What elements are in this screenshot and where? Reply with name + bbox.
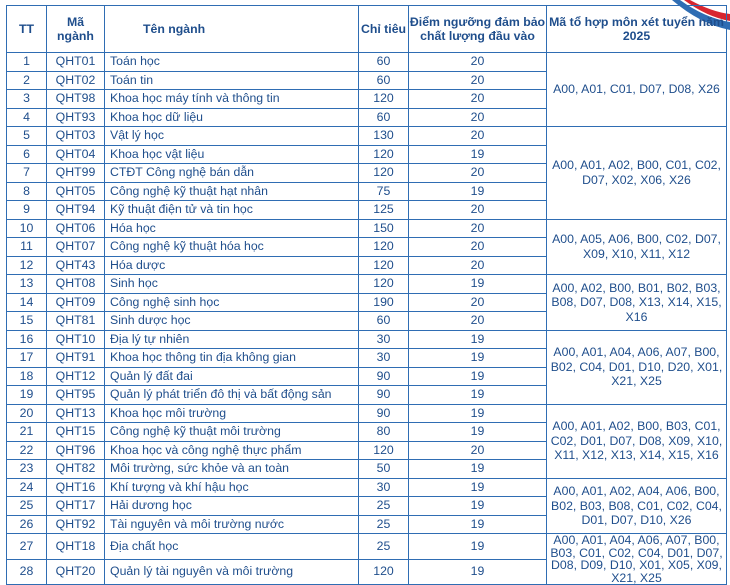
cell-tt: 17 <box>7 349 47 368</box>
cell-ma-nganh: QHT10 <box>47 330 105 349</box>
header-ten-nganh: Tên ngành <box>105 6 359 53</box>
table-row <box>7 534 727 560</box>
cell-tt: 23 <box>7 460 47 479</box>
table-body <box>7 53 727 585</box>
cell-chi-tieu: 120 <box>359 145 409 164</box>
cell-ma-nganh: QHT99 <box>47 164 105 183</box>
cell-ma-nganh: QHT07 <box>47 238 105 257</box>
cell-tt: 10 <box>7 219 47 238</box>
cell-ma-nganh: QHT82 <box>47 460 105 479</box>
cell-chi-tieu: 60 <box>359 53 409 72</box>
cell-chi-tieu: 120 <box>359 164 409 183</box>
cell-diem-nguong: 19 <box>409 515 547 534</box>
cell-ma-nganh: QHT04 <box>47 145 105 164</box>
cell-chi-tieu: 60 <box>359 312 409 331</box>
cell-tt: 4 <box>7 108 47 127</box>
cell-tt: 26 <box>7 515 47 534</box>
cell-ten-nganh: Kỹ thuật điện tử và tin học <box>105 201 359 220</box>
cell-ma-nganh: QHT93 <box>47 108 105 127</box>
table-row <box>7 219 727 238</box>
cell-diem-nguong: 19 <box>409 275 547 294</box>
cell-ten-nganh: Hóa dược <box>105 256 359 275</box>
cell-tt: 2 <box>7 71 47 90</box>
cell-ten-nganh: Địa lý tự nhiên <box>105 330 359 349</box>
cell-chi-tieu: 30 <box>359 349 409 368</box>
cell-diem-nguong: 19 <box>409 330 547 349</box>
admission-table <box>6 5 727 585</box>
header-chi-tieu: Chỉ tiêu <box>359 6 409 53</box>
cell-combo-group: A00, A01, A04, A06, A07, B00, B02, C04, D01, D10, D20, X01, X21, X25 <box>547 330 727 404</box>
header-ma-nganh: Mã ngành <box>47 6 105 53</box>
cell-ten-nganh: Khoa học máy tính và thông tin <box>105 90 359 109</box>
cell-combo-group: A00, A01, A02, B00, B03, C01, C02, D01, D07, D08, X09, X10, X11, X12, X13, X14, X15, X16 <box>547 404 727 478</box>
cell-ten-nganh: Hóa học <box>105 219 359 238</box>
cell-tt: 19 <box>7 386 47 405</box>
cell-diem-nguong: 19 <box>409 386 547 405</box>
cell-ten-nganh: Môi trường, sức khỏe và an toàn <box>105 460 359 479</box>
cell-ten-nganh: Tài nguyên và môi trường nước <box>105 515 359 534</box>
cell-tt: 7 <box>7 164 47 183</box>
cell-diem-nguong: 19 <box>409 534 547 560</box>
cell-tt: 16 <box>7 330 47 349</box>
cell-tt: 8 <box>7 182 47 201</box>
cell-chi-tieu: 75 <box>359 182 409 201</box>
cell-tt: 25 <box>7 497 47 516</box>
cell-diem-nguong: 20 <box>409 219 547 238</box>
cell-chi-tieu: 25 <box>359 515 409 534</box>
cell-chi-tieu: 60 <box>359 71 409 90</box>
cell-combo-group: A00, A01, A02, B00, C01, C02, D07, X02, X06, X26 <box>547 127 727 220</box>
cell-ma-nganh: QHT96 <box>47 441 105 460</box>
cell-ten-nganh: Vật lý học <box>105 127 359 146</box>
cell-chi-tieu: 60 <box>359 108 409 127</box>
cell-chi-tieu: 30 <box>359 478 409 497</box>
cell-ma-nganh: QHT08 <box>47 275 105 294</box>
cell-tt: 21 <box>7 423 47 442</box>
table-row <box>7 53 727 72</box>
cell-tt: 27 <box>7 534 47 560</box>
cell-tt: 12 <box>7 256 47 275</box>
cell-diem-nguong: 19 <box>409 145 547 164</box>
cell-ten-nganh: Khoa học thông tin địa không gian <box>105 349 359 368</box>
cell-chi-tieu: 30 <box>359 330 409 349</box>
header-diem-nguong: Điểm ngưỡng đảm bảo chất lượng đầu vào <box>409 6 547 53</box>
cell-chi-tieu: 120 <box>359 559 409 585</box>
cell-ten-nganh: Hải dương học <box>105 497 359 516</box>
cell-diem-nguong: 19 <box>409 367 547 386</box>
cell-ma-nganh: QHT98 <box>47 90 105 109</box>
cell-ten-nganh: Công nghệ kỹ thuật hóa học <box>105 238 359 257</box>
cell-diem-nguong: 19 <box>409 423 547 442</box>
cell-chi-tieu: 120 <box>359 90 409 109</box>
cell-diem-nguong: 19 <box>409 478 547 497</box>
cell-ten-nganh: Sinh học <box>105 275 359 294</box>
cell-chi-tieu: 90 <box>359 386 409 405</box>
cell-tt: 28 <box>7 559 47 585</box>
cell-ma-nganh: QHT20 <box>47 559 105 585</box>
cell-combo-group: A00, A02, B00, B01, B02, B03, B08, D07, D08, X13, X14, X15, X16 <box>547 275 727 331</box>
cell-tt: 14 <box>7 293 47 312</box>
cell-ma-nganh: QHT03 <box>47 127 105 146</box>
cell-ma-nganh: QHT16 <box>47 478 105 497</box>
cell-tt: 20 <box>7 404 47 423</box>
cell-ma-nganh: QHT09 <box>47 293 105 312</box>
cell-ten-nganh: Khoa học và công nghệ thực phẩm <box>105 441 359 460</box>
cell-ma-nganh: QHT02 <box>47 71 105 90</box>
cell-chi-tieu: 150 <box>359 219 409 238</box>
cell-combo-group: A00, A05, A06, B00, C02, D07, X09, X10, X11, X12 <box>547 219 727 275</box>
cell-diem-nguong: 20 <box>409 108 547 127</box>
cell-diem-nguong: 20 <box>409 53 547 72</box>
cell-ma-nganh: QHT92 <box>47 515 105 534</box>
cell-combo-group: A00, A01, A04, A06, A07, B00, B03, C01, C02, C04, D01, D07, D08, D09, D10, X01, X05, X09, X21, X25 <box>547 534 727 585</box>
cell-ten-nganh: Công nghệ sinh học <box>105 293 359 312</box>
cell-chi-tieu: 120 <box>359 275 409 294</box>
cell-ten-nganh: Toán học <box>105 53 359 72</box>
cell-tt: 6 <box>7 145 47 164</box>
cell-tt: 11 <box>7 238 47 257</box>
cell-diem-nguong: 19 <box>409 559 547 585</box>
cell-ma-nganh: QHT81 <box>47 312 105 331</box>
cell-tt: 18 <box>7 367 47 386</box>
cell-chi-tieu: 120 <box>359 238 409 257</box>
cell-diem-nguong: 20 <box>409 201 547 220</box>
cell-chi-tieu: 25 <box>359 534 409 560</box>
cell-diem-nguong: 20 <box>409 71 547 90</box>
cell-ma-nganh: QHT01 <box>47 53 105 72</box>
table-row <box>7 330 727 349</box>
cell-ten-nganh: Khoa học dữ liệu <box>105 108 359 127</box>
header-tt: TT <box>7 6 47 53</box>
cell-ten-nganh: Địa chất học <box>105 534 359 560</box>
cell-chi-tieu: 120 <box>359 441 409 460</box>
cell-tt: 3 <box>7 90 47 109</box>
cell-tt: 9 <box>7 201 47 220</box>
cell-chi-tieu: 90 <box>359 404 409 423</box>
table-row <box>7 404 727 423</box>
cell-chi-tieu: 80 <box>359 423 409 442</box>
cell-combo-group: A00, A01, C01, D07, D08, X26 <box>547 53 727 127</box>
cell-diem-nguong: 20 <box>409 256 547 275</box>
cell-chi-tieu: 50 <box>359 460 409 479</box>
cell-diem-nguong: 20 <box>409 90 547 109</box>
cell-chi-tieu: 125 <box>359 201 409 220</box>
cell-tt: 1 <box>7 53 47 72</box>
cell-ten-nganh: Quản lý phát triển đô thị và bất động sản <box>105 386 359 405</box>
cell-chi-tieu: 90 <box>359 367 409 386</box>
cell-diem-nguong: 20 <box>409 312 547 331</box>
cell-chi-tieu: 190 <box>359 293 409 312</box>
cell-ten-nganh: Quản lý tài nguyên và môi trường <box>105 559 359 585</box>
cell-tt: 22 <box>7 441 47 460</box>
cell-chi-tieu: 130 <box>359 127 409 146</box>
cell-ten-nganh: Khoa học môi trường <box>105 404 359 423</box>
cell-diem-nguong: 19 <box>409 404 547 423</box>
cell-ten-nganh: Sinh dược học <box>105 312 359 331</box>
cell-ten-nganh: Công nghệ kỹ thuật hạt nhân <box>105 182 359 201</box>
header-to-hop: Mã tổ hợp môn xét tuyển năm 2025 <box>547 6 727 53</box>
cell-diem-nguong: 20 <box>409 441 547 460</box>
cell-ma-nganh: QHT05 <box>47 182 105 201</box>
cell-diem-nguong: 19 <box>409 349 547 368</box>
cell-ma-nganh: QHT12 <box>47 367 105 386</box>
cell-ma-nganh: QHT06 <box>47 219 105 238</box>
cell-ma-nganh: QHT94 <box>47 201 105 220</box>
cell-diem-nguong: 19 <box>409 182 547 201</box>
cell-ten-nganh: CTĐT Công nghệ bán dẫn <box>105 164 359 183</box>
cell-chi-tieu: 25 <box>359 497 409 516</box>
cell-ma-nganh: QHT13 <box>47 404 105 423</box>
cell-ma-nganh: QHT15 <box>47 423 105 442</box>
table-row <box>7 275 727 294</box>
cell-tt: 24 <box>7 478 47 497</box>
cell-tt: 5 <box>7 127 47 146</box>
table-header-row <box>7 6 727 53</box>
cell-diem-nguong: 19 <box>409 460 547 479</box>
cell-diem-nguong: 20 <box>409 293 547 312</box>
cell-diem-nguong: 20 <box>409 164 547 183</box>
cell-tt: 15 <box>7 312 47 331</box>
cell-ma-nganh: QHT18 <box>47 534 105 560</box>
cell-ten-nganh: Quản lý đất đai <box>105 367 359 386</box>
table-row <box>7 478 727 497</box>
cell-ma-nganh: QHT43 <box>47 256 105 275</box>
cell-combo-group: A00, A01, A02, A04, A06, B00, B02, B03, B08, C01, C02, C04, D01, D07, D10, X26 <box>547 478 727 534</box>
cell-ma-nganh: QHT91 <box>47 349 105 368</box>
cell-ten-nganh: Toán tin <box>105 71 359 90</box>
cell-ten-nganh: Khoa học vật liệu <box>105 145 359 164</box>
cell-tt: 13 <box>7 275 47 294</box>
cell-diem-nguong: 19 <box>409 497 547 516</box>
cell-ma-nganh: QHT95 <box>47 386 105 405</box>
table-row <box>7 127 727 146</box>
cell-ten-nganh: Công nghệ kỹ thuật môi trường <box>105 423 359 442</box>
cell-ma-nganh: QHT17 <box>47 497 105 516</box>
cell-chi-tieu: 120 <box>359 256 409 275</box>
cell-ten-nganh: Khí tượng và khí hậu học <box>105 478 359 497</box>
cell-diem-nguong: 20 <box>409 238 547 257</box>
cell-diem-nguong: 20 <box>409 127 547 146</box>
